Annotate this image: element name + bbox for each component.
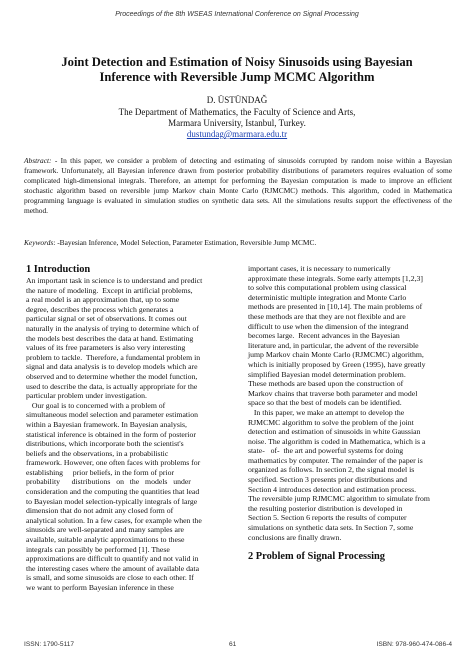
keywords-label: Keywords bbox=[24, 238, 54, 247]
abstract-text: In this paper, we consider a problem of detecting and estimating of sinusoids corrupted by random noise within a Bayesian framework. Unfortunately, all Bayesian inference drawn from posterior probability distributions of parameters requires evaluation of some complicated high-dimensional integrals. Therefore, an attempt for performing the Bayesian computation is made to improve an efficient stochastic algorithm based on reversible jump Markov chain Monte Carlo (RJMCMC) methods. This algorithm, coded in Mathematica programming language is evaluated in simulation studies on synthetic data sets. All the simulations results support the effectiveness of the method. bbox=[24, 156, 452, 215]
page-footer bbox=[24, 641, 452, 651]
keywords bbox=[24, 238, 452, 248]
affiliation-line-1: The Department of Mathematics, the Faculty of Science and Arts, bbox=[118, 107, 356, 117]
left-column-text: An important task in science is to understand and predict the nature of modeling. Except in artificial problems, a real model is an approximation that, up to some degree, describes the process which generates a particular signal or set of observations. It comes out naturally in the analysis of trying to determine which of the models best describes the data at hand. Estimating values of its free parameters is also very interesting problem to tackle. Therefore, a fundamental problem in signal and data analysis is to develop models which are observed and to determine whether the model function, used to describe the data, is actually appropriate for the particular problem under investigation. Our goal is to concerned with a problem of simultaneous model selection and parameter estimation within a Bayesian framework. In Bayesian analysis, statistical inference is obtained in the form of posterior distributions, which incorporate both the scientist's beliefs and the observations, in a probabilistic framework. However, one often faces with problems for establishing prior beliefs, in the form of prior probability distributions on the models under consideration and the computing the quantities that lead to Bayesian model selection-typically integrals of large dimension that do not admit any closed form of analytical solution. In a few cases, for example when the sinusoids are well-separated and many samples are available, suitable analytic approximations to these integrals can possibly be performed [1]. These approximations are difficult to quantify and not valid in the interesting cases where the amount of available data is small, and some sinusoids are close to each other. If we want to perform Bayesian inference in these bbox=[26, 276, 203, 592]
section-heading-introduction: 1 Introduction bbox=[26, 264, 91, 275]
section-heading-problem: 2 Problem of Signal Processing bbox=[248, 551, 386, 562]
page-number: 61 bbox=[229, 641, 237, 648]
abstract-label: Abstract: - bbox=[24, 156, 58, 165]
author-name: D. ÜSTÜNDAĞ bbox=[206, 95, 268, 105]
abstract bbox=[24, 156, 452, 215]
author-email-link[interactable]: dustundag@marmara.edu.tr bbox=[186, 129, 288, 139]
footer-issn: ISSN: 1790-5117 bbox=[24, 641, 75, 648]
right-column-text: important cases, it is necessary to numerically approximate these integrals. Some early attempts [1,2,3] to solve this computational problem using classical deterministic multiple integration and Monte Carlo methods are presented in [10,14]. The main problems of these methods are that they are not flexible and are difficult to use when the dimension of the integrand becomes large. Recent advances in the Bayesian literature and, in particular, the advent of the reversible jump Markov chain Monte Carlo (RJMCMC) algorithm, which is initially proposed by Green (1995), have greatly simplified Bayesian model determination problem. These methods are based upon the construction of Markov chains that traverse both parameter and model space so that the best of models can be identified. In this paper, we make an attempt to develop the RJMCMC algorithm to solve the problem of the joint detection and estimation of sinusoids in white Gaussian noise. The algorithm is coded in Mathematica, which is a state- of- the art and powerful systems for doing mathematics by computer. The remainder of the paper is organized as follows. In section 2, the signal model is specified. Section 3 presents prior distributions and Section 4 introduces detection and estimation process. The reversible jump RJMCMC algorithm to simulate from the resulting posterior distribution is developed in Section 5. Section 6 reports the results of computer simulations on synthetic data sets. In Section 7, some conclusions are finally drawn. bbox=[248, 264, 430, 542]
footer-isbn: ISBN: 978-960-474-086-4 bbox=[376, 641, 452, 648]
paper-title: Joint Detection and Estimation of Noisy Sinusoids using Bayesian Inference with Reversible Jump MCMC Algorithm bbox=[61, 55, 413, 84]
keywords-text: : -Bayesian Inference, Model Selection, Parameter Estimation, Reversible Jump MCMC. bbox=[53, 238, 317, 247]
running-header: Proceedings of the 8th WSEAS International Conference on Signal Processing bbox=[115, 11, 359, 18]
affiliation-line-2: Marmara University, Istanbul, Turkey. bbox=[168, 118, 306, 128]
